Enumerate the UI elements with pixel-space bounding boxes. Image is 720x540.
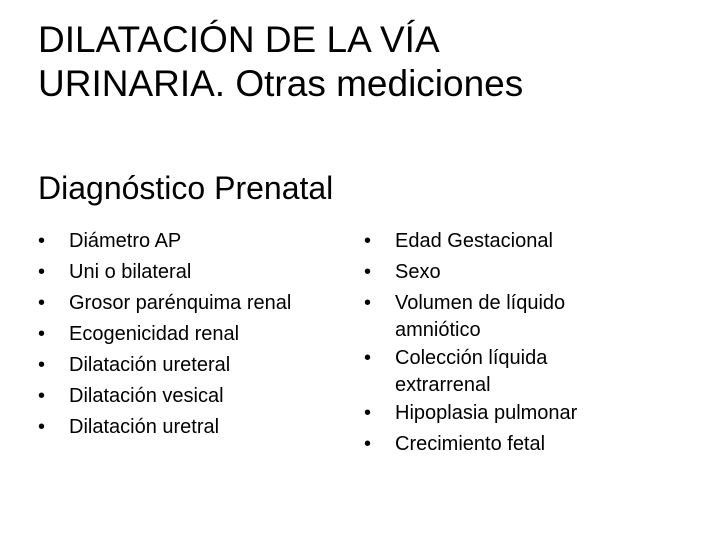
list-item: [38, 226, 358, 257]
list-item-text: Volumen de líquido: [395, 292, 566, 314]
list-item-text: Grosor parénquima renal: [69, 292, 292, 314]
bullet-icon: •: [38, 230, 46, 252]
bullet-icon: •: [38, 416, 46, 438]
bullet-icon: •: [38, 354, 46, 376]
list-item: [38, 257, 358, 288]
bullet-icon: •: [364, 402, 372, 424]
left-bullet-list: [38, 226, 358, 443]
right-bullet-list: [364, 226, 694, 460]
list-item: [38, 350, 358, 381]
slide-title: [38, 18, 688, 106]
list-item-text: Crecimiento fetal: [395, 433, 546, 455]
list-item: [38, 288, 358, 319]
slide-title-line-2: URINARIA. Otras mediciones: [38, 63, 524, 104]
list-item: [364, 226, 694, 257]
list-item: [364, 288, 694, 343]
list-item-text: Edad Gestacional: [395, 230, 553, 252]
bullet-icon: •: [38, 261, 46, 283]
list-item-text: Diámetro AP: [69, 230, 182, 252]
list-item-text-continuation: extrarrenal: [395, 374, 491, 396]
slide-subtitle: Diagnóstico Prenatal: [38, 170, 334, 206]
list-item: [364, 429, 694, 460]
list-item: [38, 412, 358, 443]
bullet-icon: •: [38, 385, 46, 407]
list-item: [364, 398, 694, 429]
list-item: [364, 343, 694, 398]
bullet-icon: •: [38, 292, 46, 314]
bullet-icon: •: [364, 347, 372, 369]
list-item-text: Uni o bilateral: [69, 261, 192, 283]
bullet-icon: •: [38, 323, 46, 345]
list-item-text: Dilatación uretral: [69, 416, 220, 438]
list-item-text: Sexo: [395, 261, 441, 283]
bullet-icon: •: [364, 433, 372, 455]
bullet-icon: •: [364, 292, 372, 314]
list-item-text: Dilatación vesical: [69, 385, 224, 407]
slide-title-line-1: DILATACIÓN DE LA VÍA: [38, 19, 440, 60]
list-item-text: Dilatación ureteral: [69, 354, 231, 376]
list-item-text: Ecogenicidad renal: [69, 323, 240, 345]
list-item: [38, 381, 358, 412]
list-item-text-continuation: amniótico: [395, 319, 481, 341]
list-item-text: Colección líquida: [395, 347, 548, 369]
bullet-icon: •: [364, 230, 372, 252]
bullet-icon: •: [364, 261, 372, 283]
list-item: [364, 257, 694, 288]
list-item-text: Hipoplasia pulmonar: [395, 402, 578, 424]
list-item: [38, 319, 358, 350]
